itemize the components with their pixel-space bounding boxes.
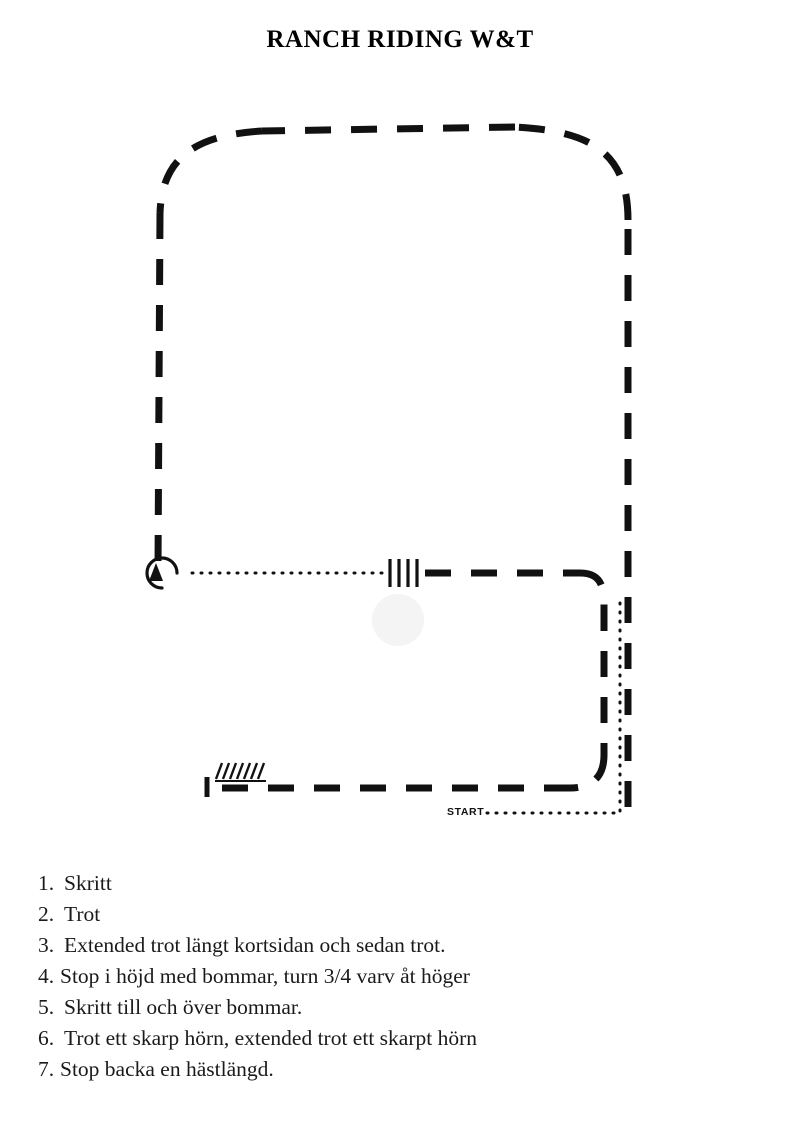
pattern-diagram — [0, 95, 800, 840]
step-text: Stop backa en hästlängd. — [60, 1057, 274, 1081]
arrow-head-icon — [149, 563, 163, 581]
list-item — [38, 899, 758, 930]
steps-list — [38, 868, 758, 1085]
list-item — [38, 1054, 758, 1085]
step-number: 6. — [38, 1026, 55, 1050]
step-number: 2. — [38, 902, 55, 926]
step-text: Trot — [64, 902, 101, 926]
list-item — [38, 992, 758, 1023]
page-title: RANCH RIDING W&T — [266, 26, 534, 53]
ground-poles-lower-left-icon — [215, 763, 266, 781]
list-item — [38, 930, 758, 961]
dotted-walk-path-start — [487, 595, 620, 813]
step-number: 4. — [38, 964, 55, 988]
step-text: Stop i höjd med bommar, turn 3/4 varv åt höger — [60, 964, 470, 988]
list-item — [38, 1023, 758, 1054]
step-text: Trot ett skarp hörn, extended trot ett skarpt hörn — [64, 1026, 478, 1050]
start-label: START — [447, 806, 485, 818]
center-marker-shade — [372, 594, 424, 646]
step-number: 7. — [38, 1057, 55, 1081]
step-text: Skritt till och över bommar. — [64, 995, 303, 1019]
step-number: 3. — [38, 933, 55, 957]
turn-circle-icon — [147, 558, 177, 588]
list-item — [38, 868, 758, 899]
step-number: 5. — [38, 995, 55, 1019]
list-item — [38, 961, 758, 992]
ground-poles-center-icon — [388, 559, 419, 587]
step-text: Extended trot längt kortsidan och sedan trot. — [64, 933, 446, 957]
step-text: Skritt — [64, 871, 112, 895]
dashed-outer-path — [158, 127, 628, 807]
step-number: 1. — [38, 871, 55, 895]
